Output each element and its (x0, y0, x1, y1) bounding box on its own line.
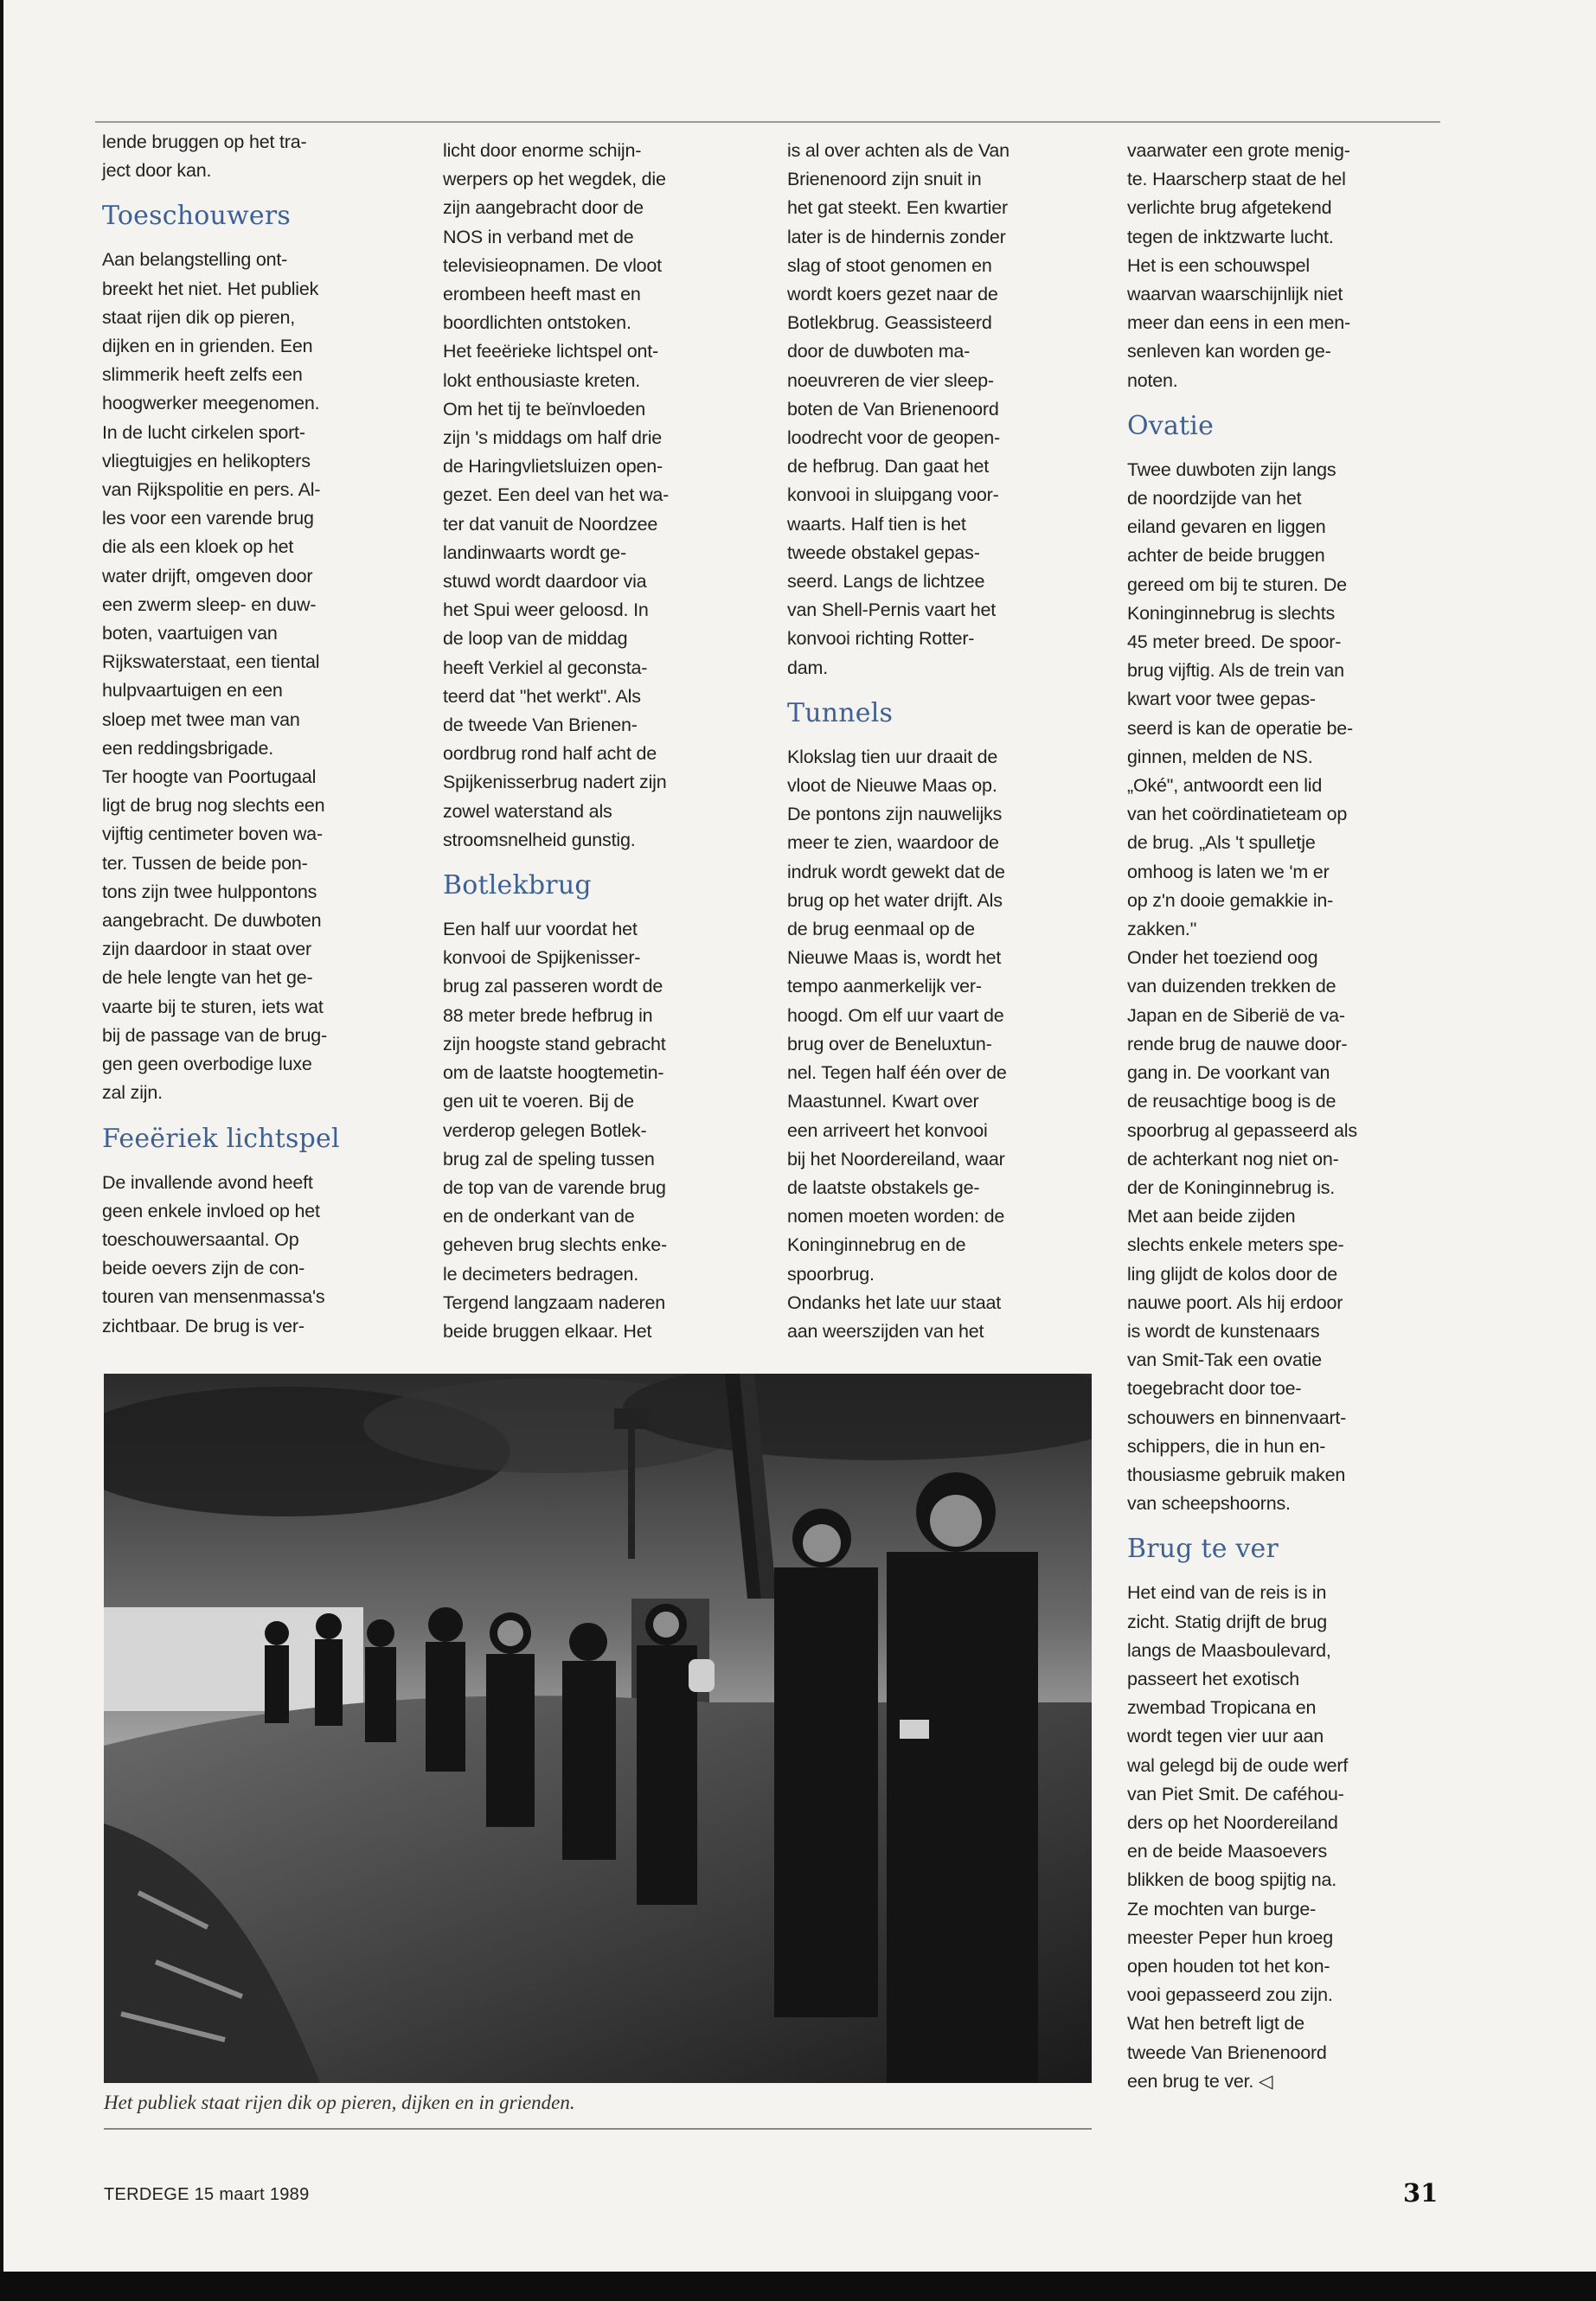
paragraph: Het eind van de reis is in zicht. Statig drijft de brug langs de Maasboulevard, passeert het exotisch zwembad Tropicana en wordt tegen vier uur aan wal gelegd bij de oude werf van Piet Smit. De caféhou- ders op het Noordereiland en de beide Maasoevers blikken de boog spijtig na. Ze mochten van burge- meester Peper hun kroeg open houden tot het kon- vooi gepasseerd zou zijn. Wat hen betreft ligt de tweede Van Brienenoord een brug te ver. ◁ (1127, 1582, 1349, 2092)
paragraph: De invallende avond heeft geen enkele invloed op het toeschouwersaantal. Op beide oevers zijn de con- touren van mensenmassa's zichtbaar. De brug is ver- (102, 1171, 325, 1336)
crowd-photo (104, 1374, 1092, 2083)
photo-caption: Het publiek staat rijen dik op pieren, dijken en in grienden. (104, 2092, 575, 2113)
scan-edge-left (0, 0, 3, 2301)
paragraph: Klokslag tien uur draait de vloot de Nieuwe Maas op. De pontons zijn nauwelijks meer te zien, waardoor de indruk wordt gewekt dat de brug op het water drijft. Als de brug eenmaal op de Nieuwe Maas is, wordt het tempo aanmerkelijk ver- hoogd. Om elf uur vaart de brug over de Beneluxtun- nel. Tegen half één over de Maastunnel. Kwart over een arriveert het konvooi bij het Noordereiland, waar de laatste obstakels ge- nomen moeten worden: de Koninginnebrug en de spoorbrug. Ondanks het late uur staat aan weerszijden van het (787, 746, 1007, 1342)
paragraph: Een half uur voordat het konvooi de Spijkenisser- brug zal passeren wordt de 88 meter brede hefbrug in zijn hoogste stand gebracht om de laatste hoogtemetin- gen uit te voeren. Bij de verderop gelegen Botlek- brug zal de speling tussen de top van de varende brug en de onderkant van de geheven brug slechts enke- le decimeters bedragen. Tergend langzaam naderen beide bruggen elkaar. Het (443, 919, 667, 1342)
text-column-2 (443, 137, 767, 1346)
paragraph: Aan belangstelling ont- breekt het niet. Het publiek staat rijen dik op pieren, dijken en in grienden. Een slimmerik heeft zelfs een hoogwerker meegenomen. In de lucht cirkelen sport- vliegtuigjes en helikopters van Rijkspolitie en pers. Al- les voor een varende brug die als een kloek op het water drijft, omgeven door een zwerm sleep- en duw- boten, vaartuigen van Rijkswaterstaat, een tiental hulpvaartuigen en een sloep met twee man van een reddingsbrigade. Ter hoogte van Poortugaal ligt de brug nog slechts een vijftig centimeter boven wa- ter. Tussen de beide pon- tons zijn twee hulppontons aangebracht. De duwboten zijn daardoor in staat over de hele lengte van het ge- vaarte bij te sturen, iets wat bij de passage van de brug- gen geen overbodige luxe zal zijn. (102, 249, 327, 1104)
paragraph: vaarwater een grote menig- te. Haarscherp staat de hel verlichte brug afgetekend tegen de inktzwarte lucht. Het is een schouwspel waarvan waarschijnlijk niet meer dan eens in een men- senleven kan worden ge- noten. (1127, 140, 1350, 391)
section-heading-brug-te-ver: Brug te ver (1127, 1534, 1279, 1565)
text-column-1 (102, 128, 401, 1341)
top-rule (95, 121, 1440, 123)
paragraph: lende bruggen op het tra- ject door kan. (102, 131, 307, 182)
scan-edge-bottom (0, 2272, 1596, 2301)
page-number: 31 (1403, 2178, 1439, 2208)
section-heading-ovatie: Ovatie (1127, 410, 1215, 441)
section-heading-feeeriek-lichtspel: Feeëriek lichtspel (102, 1123, 340, 1154)
section-heading-toeschouwers: Toeschouwers (102, 201, 291, 232)
caption-rule (104, 2128, 1092, 2130)
section-heading-tunnels: Tunnels (787, 697, 894, 728)
section-heading-botlekbrug: Botlekbrug (443, 870, 592, 901)
publication-footer: TERDEGE 15 maart 1989 (104, 2185, 310, 2204)
text-column-4 (1127, 137, 1440, 2096)
crowd-photo-illustration (104, 1374, 1092, 2083)
text-column-3 (787, 137, 1099, 1346)
paragraph: licht door enorme schijn- werpers op het wegdek, die zijn aangebracht door de NOS in verband met de televisieopnamen. De vloot erombeen heeft mast en boordlichten ontstoken. Het feeërieke lichtspel ont- lokt enthousiaste kreten. Om het tij te beïnvloeden zijn 's middags om half drie de Haringvlietsluizen open- gezet. Een deel van het wa- ter dat vanuit de Noordzee landinwaarts wordt ge- stuwd wordt daardoor via het Spui weer geloosd. In de loop van de middag heeft Verkiel al geconsta- teerd dat "het werkt". Als de tweede Van Brienen- oordbrug rond half acht de Spijkenisserbrug nadert zijn zowel waterstand als stroomsnelheid gunstig. (443, 140, 670, 850)
paragraph: is al over achten als de Van Brienenoord zijn snuit in het gat steekt. Een kwartier later is de hindernis zonder slag of stoot genomen en wordt koers gezet naar de Botlekbrug. Geassisteerd door de duwboten ma- noeuvreren de vier sleep- boten de Van Brienenoord loodrecht voor de geopen- de hefbrug. Dan gaat het konvooi in sluipgang voor- waarts. Half tien is het tweede obstakel gepas- seerd. Langs de lichtzee van Shell-Pernis vaart het konvooi richting Rotter- dam. (787, 140, 1010, 678)
paragraph: Twee duwboten zijn langs de noordzijde van het eiland gevaren en liggen achter de beide bruggen gereed om bij te sturen. De Koninginnebrug is slechts 45 meter breed. De spoor- brug vijftig. Als de trein van kwart voor twee gepas- seerd is kan de operatie be- ginnen, melden de NS. „Oké", antwoordt een lid van het coördinatieteam op de brug. „Als 't spulletje omhoog is laten we 'm er op z'n dooie gemakkie in- zakken." Onder het toeziend oog van duizenden trekken de Japan en de Siberië de va- rende brug de nauwe door- gang in. De voorkant van de reusachtige boog is de spoorbrug al gepasseerd als de achterkant nog niet on- der de Koninginnebrug is. Met aan beide zijden slechts enkele meters spe- ling glijdt de kolos door de nauwe poort. Als hij erdoor is wordt de kunstenaars van Smit-Tak een ovatie toegebracht door toe- schouwers en binnenvaart- schippers, die in hun en- thousiasme gebruik maken van scheepshoorns. (1127, 458, 1357, 1515)
